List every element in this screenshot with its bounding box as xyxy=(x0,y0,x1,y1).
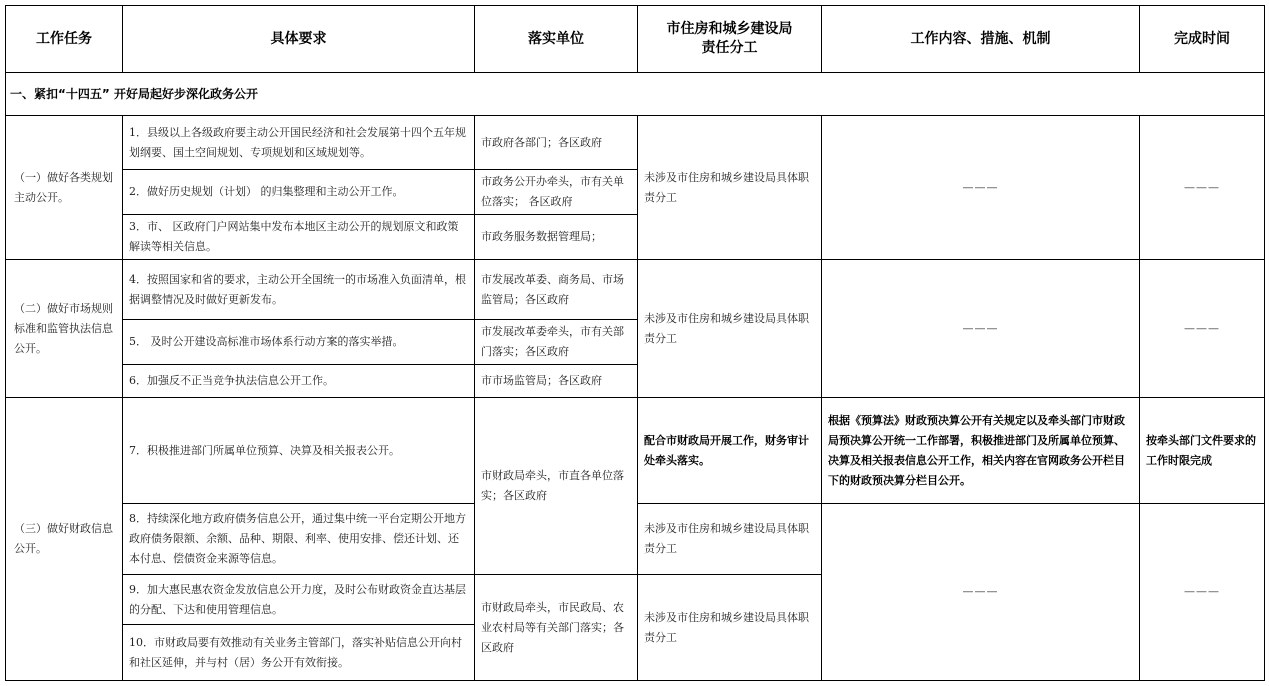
header-bureau-division: 市住房和城乡建设局 责任分工 xyxy=(638,6,822,73)
content-cell: 根据《预算法》财政预决算公开有关规定以及牵头部门市财政局预决算公开统一工作部署，积极推进部门及所属单位预算、决算及相关报表信息公开工作，相关内容在官网政务公开栏目下的财政预决算分栏目公开。 xyxy=(822,398,1140,504)
deadline-cell: ——— xyxy=(1140,504,1265,681)
requirement-cell: 1．县级以上各级政府要主动公开国民经济和社会发展第十四个五年规划纲要、国土空间规划、专项规划和区域规划等。 xyxy=(123,116,475,170)
deadline-cell: ——— xyxy=(1140,116,1265,260)
header-unit: 落实单位 xyxy=(475,6,638,73)
content-cell: ——— xyxy=(822,260,1140,398)
requirement-cell: 7．积极推进部门所属单位预算、决算及相关报表公开。 xyxy=(123,398,475,504)
division-cell: 配合市财政局开展工作，财务审计处牵头落实。 xyxy=(638,398,822,504)
table-row xyxy=(6,116,1265,170)
section-title: 一、紧扣“十四五” 开好局起好步深化政务公开 xyxy=(6,73,1265,116)
requirement-cell: 9．加大惠民惠农资金发放信息公开力度，及时公布财政资金直达基层的分配、下达和使用管理信息。 xyxy=(123,575,475,625)
requirement-cell: 10．市财政局要有效推动有关业务主管部门，落实补贴信息公开向村和社区延伸，并与村（居）务公开有效衔接。 xyxy=(123,625,475,681)
public-affairs-task-table xyxy=(5,5,1265,681)
requirement-cell: 8．持续深化地方政府债务信息公开，通过集中统一平台定期公开地方政府债务限额、余额、品种、期限、利率、使用安排、偿还计划、还本付息、偿债资金来源等信息。 xyxy=(123,504,475,575)
division-cell: 未涉及市住房和城乡建设局具体职责分工 xyxy=(638,504,822,575)
unit-cell: 市政务服务数据管理局； xyxy=(475,215,638,260)
header-requirement: 具体要求 xyxy=(123,6,475,73)
header-row xyxy=(6,6,1265,73)
unit-cell: 市财政局牵头，市直各单位落实；各区政府 xyxy=(475,398,638,575)
task-cell: （二）做好市场规则标准和监管执法信息公开。 xyxy=(6,260,123,398)
unit-cell: 市财政局牵头，市民政局、农业农村局等有关部门落实；各区政府 xyxy=(475,575,638,681)
header-task: 工作任务 xyxy=(6,6,123,73)
division-cell: 未涉及市住房和城乡建设局具体职责分工 xyxy=(638,260,822,398)
content-cell: ——— xyxy=(822,504,1140,681)
requirement-cell: 6．加强反不正当竞争执法信息公开工作。 xyxy=(123,365,475,398)
task-cell: （三）做好财政信息公开。 xyxy=(6,398,123,681)
header-deadline: 完成时间 xyxy=(1140,6,1265,73)
content-cell: ——— xyxy=(822,116,1140,260)
task-cell: （一）做好各类规划主动公开。 xyxy=(6,116,123,260)
unit-cell: 市政务公开办牵头，市有关单位落实； 各区政府 xyxy=(475,170,638,215)
deadline-cell: 按牵头部门文件要求的工作时限完成 xyxy=(1140,398,1265,504)
deadline-cell: ——— xyxy=(1140,260,1265,398)
division-cell: 未涉及市住房和城乡建设局具体职责分工 xyxy=(638,116,822,260)
unit-cell: 市市场监管局；各区政府 xyxy=(475,365,638,398)
unit-cell: 市发展改革委牵头，市有关部门落实；各区政府 xyxy=(475,320,638,365)
table-row xyxy=(6,398,1265,504)
unit-cell: 市政府各部门；各区政府 xyxy=(475,116,638,170)
division-cell: 未涉及市住房和城乡建设局具体职责分工 xyxy=(638,575,822,681)
requirement-cell: 5． 及时公开建设高标准市场体系行动方案的落实举措。 xyxy=(123,320,475,365)
section-row xyxy=(6,73,1265,116)
header-content: 工作内容、措施、机制 xyxy=(822,6,1140,73)
requirement-cell: 4．按照国家和省的要求，主动公开全国统一的市场准入负面清单，根据调整情况及时做好更新发布。 xyxy=(123,260,475,320)
table-row xyxy=(6,260,1265,320)
unit-cell: 市发展改革委、商务局、市场监管局；各区政府 xyxy=(475,260,638,320)
requirement-cell: 2．做好历史规划（计划） 的归集整理和主动公开工作。 xyxy=(123,170,475,215)
requirement-cell: 3．市、 区政府门户网站集中发布本地区主动公开的规划原文和政策解读等相关信息。 xyxy=(123,215,475,260)
